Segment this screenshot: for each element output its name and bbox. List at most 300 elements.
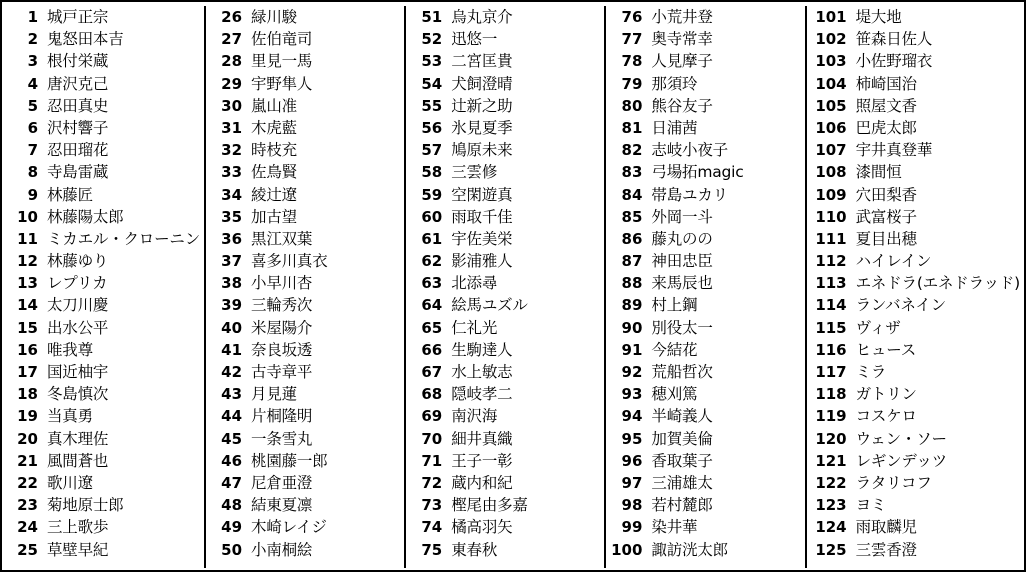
list-item — [208, 6, 400, 28]
entry-number: 6 — [27, 118, 38, 137]
entry-name: 佐鳥賢 — [251, 163, 297, 182]
entry-name: レプリカ — [47, 274, 108, 293]
list-item — [608, 294, 800, 316]
entry-number: 44 — [221, 407, 243, 426]
entry-name: 根付栄蔵 — [47, 52, 109, 71]
entry-number: 89 — [621, 296, 643, 315]
entry-number: 27 — [221, 30, 243, 49]
list-item — [4, 73, 200, 95]
list-item — [809, 272, 1020, 294]
entry-number: 19 — [17, 407, 38, 426]
entry-number: 8 — [27, 163, 38, 182]
entry-name: 古寺章平 — [251, 363, 313, 381]
entry-name: 林藤匠 — [47, 185, 93, 204]
list-item — [408, 383, 600, 405]
entry-name: 寺島雷蔵 — [47, 163, 109, 182]
entry-name: ハイレイン — [855, 252, 932, 271]
entry-number: 20 — [17, 429, 38, 448]
entry-number: 77 — [621, 30, 643, 49]
list-item — [208, 139, 400, 161]
list-item — [809, 472, 1020, 494]
list-item — [408, 95, 600, 117]
list-item — [809, 73, 1020, 95]
entry-number: 121 — [815, 451, 847, 470]
list-item — [608, 139, 800, 161]
entry-number: 75 — [421, 540, 443, 559]
entry-name: 若村麓郎 — [651, 496, 713, 515]
list-item — [208, 339, 400, 361]
entry-name: ミカエル・クローニン — [47, 229, 201, 248]
list-item — [608, 405, 800, 427]
entry-number: 55 — [421, 96, 443, 115]
list-item — [608, 28, 800, 50]
entry-number: 34 — [221, 185, 243, 204]
entry-name: 人見摩子 — [651, 52, 713, 71]
list-item — [809, 184, 1020, 206]
list-item — [408, 539, 600, 561]
list-item — [809, 516, 1020, 538]
entry-name: 風間蒼也 — [47, 451, 109, 470]
list-item — [408, 339, 600, 361]
list-item — [608, 428, 800, 450]
list-item — [408, 250, 600, 272]
entry-number: 40 — [221, 318, 243, 337]
entry-name: 半崎義人 — [651, 407, 713, 426]
list-item — [4, 361, 200, 383]
entry-number: 38 — [221, 274, 243, 293]
list-item — [809, 494, 1020, 516]
entry-number: 81 — [621, 118, 643, 137]
entry-number: 96 — [621, 451, 643, 470]
list-item — [208, 250, 400, 272]
entry-name: 生駒達人 — [451, 340, 513, 359]
entry-number: 15 — [17, 318, 38, 337]
entry-number: 3 — [27, 52, 38, 71]
entry-number: 85 — [621, 207, 643, 226]
entry-number: 60 — [421, 207, 443, 226]
entry-number: 93 — [621, 385, 643, 404]
list-item — [4, 383, 200, 405]
list-item — [809, 405, 1020, 427]
entry-number: 120 — [815, 429, 847, 448]
list-item — [408, 405, 600, 427]
entry-name: 染井華 — [651, 518, 698, 537]
entry-number: 18 — [17, 385, 38, 404]
entry-name: 宇野隼人 — [251, 74, 313, 93]
entry-name: 加賀美倫 — [651, 429, 713, 448]
list-item — [4, 317, 200, 339]
entry-number: 9 — [27, 185, 38, 204]
entry-number: 109 — [815, 185, 847, 204]
entry-number: 101 — [815, 8, 847, 26]
list-item — [4, 272, 200, 294]
entry-number: 86 — [621, 229, 643, 248]
entry-name: 仁礼光 — [451, 318, 498, 337]
entry-number: 36 — [221, 229, 243, 248]
entry-name: 空閑遊真 — [451, 185, 513, 204]
entry-number: 113 — [815, 274, 847, 293]
entry-name: 漆間恒 — [855, 163, 902, 182]
entry-name: 樫尾由多嘉 — [451, 496, 528, 515]
list-item — [4, 184, 200, 206]
entry-number: 53 — [421, 52, 443, 71]
entry-name: 嵐山准 — [251, 96, 297, 115]
list-item — [608, 161, 800, 183]
list-item — [809, 450, 1020, 472]
entry-name: ランバネイン — [855, 296, 947, 315]
entry-number: 51 — [421, 8, 443, 26]
entry-name: 月見蓮 — [251, 385, 297, 404]
entry-name: 片桐隆明 — [251, 407, 313, 426]
entry-number: 11 — [17, 229, 38, 248]
list-item — [4, 228, 200, 250]
entry-name: 奈良坂透 — [251, 340, 313, 359]
list-item — [208, 95, 400, 117]
list-item — [4, 250, 200, 272]
entry-name: 穂刈篤 — [651, 385, 698, 404]
list-item — [208, 361, 400, 383]
list-item — [4, 161, 200, 183]
list-item — [809, 428, 1020, 450]
list-item — [408, 117, 600, 139]
entry-name: 宇井真登華 — [855, 141, 933, 160]
entry-number: 45 — [221, 429, 243, 448]
list-item — [4, 405, 200, 427]
list-item — [408, 139, 600, 161]
list-item — [408, 472, 600, 494]
list-item — [4, 428, 200, 450]
entry-number: 7 — [27, 141, 38, 160]
entry-name: 出水公平 — [47, 318, 109, 337]
entry-name: 林藤陽太郎 — [47, 207, 124, 226]
entry-name: 北添尋 — [451, 274, 498, 293]
entry-name: 堤大地 — [855, 8, 902, 26]
list-item — [809, 161, 1020, 183]
entry-name: 影浦雅人 — [451, 252, 513, 271]
entry-number: 63 — [421, 274, 443, 293]
list-item — [208, 117, 400, 139]
entry-name: 里見一馬 — [251, 52, 313, 71]
entry-name: 雨取千佳 — [451, 207, 513, 226]
entry-number: 106 — [815, 118, 847, 137]
entry-number: 108 — [815, 163, 847, 182]
entry-number: 21 — [17, 451, 38, 470]
entry-name: 小南桐絵 — [251, 540, 313, 559]
entry-name: 奥寺常幸 — [651, 30, 713, 49]
list-item — [208, 472, 400, 494]
entry-name: ヴィザ — [855, 318, 901, 337]
roster-column-2 — [206, 6, 406, 568]
list-item — [608, 95, 800, 117]
list-item — [608, 50, 800, 72]
list-item — [208, 428, 400, 450]
entry-number: 92 — [621, 363, 643, 381]
entry-name: 帯島ユカリ — [651, 185, 728, 204]
entry-name: 城戸正宗 — [47, 8, 109, 26]
entry-number: 76 — [621, 8, 643, 26]
entry-name: 忍田瑠花 — [47, 141, 109, 160]
entry-name: 今結花 — [651, 340, 698, 359]
entry-number: 56 — [421, 118, 443, 137]
entry-number: 41 — [221, 340, 243, 359]
list-item — [809, 117, 1020, 139]
list-item — [408, 294, 600, 316]
list-item — [208, 383, 400, 405]
entry-number: 31 — [221, 118, 243, 137]
entry-number: 79 — [621, 74, 643, 93]
list-item — [608, 472, 800, 494]
entry-number: 13 — [17, 274, 38, 293]
list-item — [408, 228, 600, 250]
list-item — [809, 50, 1020, 72]
entry-name: 来馬辰也 — [651, 274, 713, 293]
list-item — [208, 450, 400, 472]
entry-number: 22 — [17, 473, 38, 492]
list-item — [809, 383, 1020, 405]
list-item — [408, 73, 600, 95]
list-item — [608, 272, 800, 294]
entry-name: ミラ — [855, 363, 887, 381]
entry-number: 58 — [421, 163, 443, 182]
entry-name: 夏目出穂 — [855, 229, 917, 248]
entry-name: ヨミ — [855, 496, 887, 515]
list-item — [208, 50, 400, 72]
list-item — [408, 206, 600, 228]
entry-name: 巴虎太郎 — [855, 118, 917, 137]
entry-number: 28 — [221, 52, 243, 71]
entry-number: 47 — [221, 473, 243, 492]
entry-name: 烏丸京介 — [451, 8, 513, 26]
entry-number: 105 — [815, 96, 847, 115]
entry-name: 神田忠臣 — [651, 252, 713, 271]
entry-number: 119 — [815, 407, 847, 426]
entry-number: 68 — [421, 385, 443, 404]
list-item — [809, 28, 1020, 50]
entry-number: 97 — [621, 473, 643, 492]
entry-number: 48 — [221, 496, 243, 515]
entry-number: 57 — [421, 141, 443, 160]
entry-number: 124 — [815, 518, 847, 537]
list-item — [408, 161, 600, 183]
entry-number: 52 — [421, 30, 443, 49]
list-item — [4, 339, 200, 361]
entry-name: 武富桜子 — [855, 207, 917, 226]
entry-name: 喜多川真衣 — [251, 252, 328, 271]
list-item — [4, 206, 200, 228]
entry-number: 84 — [621, 185, 643, 204]
list-item — [208, 73, 400, 95]
list-item — [608, 339, 800, 361]
list-item — [608, 117, 800, 139]
entry-name: 別役太一 — [651, 318, 713, 337]
list-item — [208, 494, 400, 516]
list-item — [408, 184, 600, 206]
list-item — [4, 28, 200, 50]
entry-name: 当真勇 — [47, 407, 93, 426]
entry-number: 39 — [221, 296, 243, 315]
entry-number: 37 — [221, 252, 243, 271]
entry-number: 110 — [815, 207, 847, 226]
entry-number: 83 — [621, 163, 643, 182]
entry-number: 74 — [421, 518, 443, 537]
entry-number: 64 — [421, 296, 443, 315]
entry-number: 30 — [221, 96, 243, 115]
entry-number: 87 — [621, 252, 643, 271]
list-item — [608, 450, 800, 472]
entry-name: 照屋文香 — [855, 96, 917, 115]
list-item — [608, 383, 800, 405]
roster-column-1 — [2, 6, 206, 568]
entry-name: 小佐野瑠衣 — [855, 52, 933, 71]
entry-number: 17 — [17, 363, 38, 381]
entry-name: 真木理佐 — [47, 429, 109, 448]
entry-name: 桃園藤一郎 — [251, 451, 328, 470]
list-item — [809, 294, 1020, 316]
list-item — [408, 50, 600, 72]
entry-name: 隠岐孝二 — [451, 385, 513, 404]
list-item — [408, 361, 600, 383]
entry-number: 12 — [17, 252, 38, 271]
entry-name: 柿崎国治 — [855, 74, 917, 93]
list-item — [809, 539, 1020, 561]
entry-name: コスケロ — [855, 407, 917, 426]
entry-number: 88 — [621, 274, 643, 293]
entry-name: 冬島慎次 — [47, 385, 109, 404]
entry-name: 香取葉子 — [651, 451, 713, 470]
entry-name: 佐伯竜司 — [251, 30, 313, 49]
entry-name: 加古望 — [251, 207, 297, 226]
entry-name: 志岐小夜子 — [651, 141, 728, 160]
entry-name: 村上鋼 — [651, 296, 698, 315]
entry-name: 南沢海 — [451, 407, 498, 426]
entry-name: 諏訪洸太郎 — [651, 540, 728, 559]
list-item — [408, 6, 600, 28]
entry-name: ガトリン — [855, 385, 917, 404]
entry-number: 49 — [221, 518, 243, 537]
list-item — [608, 184, 800, 206]
list-item — [608, 361, 800, 383]
list-item — [4, 516, 200, 538]
entry-name: 日浦茜 — [651, 118, 698, 137]
entry-number: 35 — [221, 207, 243, 226]
entry-number: 72 — [421, 473, 443, 492]
list-item — [608, 516, 800, 538]
entry-name: 穴田梨香 — [855, 185, 917, 204]
entry-name: 三雲修 — [451, 163, 498, 182]
entry-number: 71 — [421, 451, 443, 470]
list-item — [809, 339, 1020, 361]
list-item — [4, 95, 200, 117]
entry-number: 4 — [27, 74, 38, 93]
entry-name: 結東夏凛 — [251, 496, 313, 515]
entry-name: 宇佐美栄 — [451, 229, 513, 248]
entry-number: 10 — [17, 207, 38, 226]
entry-number: 116 — [815, 340, 847, 359]
list-item — [608, 73, 800, 95]
list-item — [809, 250, 1020, 272]
entry-number: 104 — [815, 74, 847, 93]
entry-name: 尼倉亜澄 — [251, 473, 313, 492]
entry-name: 雨取麟児 — [855, 518, 917, 537]
entry-name: 那須玲 — [651, 74, 698, 93]
roster-column-4 — [606, 6, 806, 568]
list-item — [809, 206, 1020, 228]
entry-number: 62 — [421, 252, 443, 271]
entry-number: 50 — [221, 540, 243, 559]
entry-name: 黒江双葉 — [251, 229, 313, 248]
entry-number: 26 — [221, 8, 243, 26]
entry-name: 蔵内和紀 — [451, 473, 513, 492]
entry-number: 1 — [27, 8, 38, 26]
entry-name: 迅悠一 — [451, 30, 498, 49]
entry-number: 54 — [421, 74, 443, 93]
entry-name: 藤丸のの — [651, 229, 713, 248]
entry-number: 2 — [27, 30, 38, 49]
entry-number: 46 — [221, 451, 243, 470]
entry-name: 一条雪丸 — [251, 429, 313, 448]
list-item — [608, 206, 800, 228]
list-item — [408, 494, 600, 516]
entry-name: 外岡一斗 — [651, 207, 713, 226]
entry-number: 69 — [421, 407, 443, 426]
list-item — [408, 428, 600, 450]
list-item — [4, 139, 200, 161]
entry-name: 唐沢克己 — [47, 74, 109, 93]
entry-name: 沢村響子 — [47, 118, 109, 137]
entry-name: 唯我尊 — [47, 340, 93, 359]
entry-name: 二宮匡貴 — [451, 52, 513, 71]
list-item — [208, 272, 400, 294]
entry-name: 太刀川慶 — [47, 296, 109, 315]
entry-number: 115 — [815, 318, 847, 337]
entry-number: 100 — [611, 540, 643, 559]
entry-name: 木虎藍 — [251, 118, 297, 137]
list-item — [208, 539, 400, 561]
entry-name: ヒュース — [855, 340, 917, 359]
entry-name: 草壁早紀 — [47, 540, 109, 559]
entry-number: 61 — [421, 229, 443, 248]
list-item — [208, 405, 400, 427]
entry-number: 5 — [27, 96, 38, 115]
list-item — [4, 494, 200, 516]
roster-column-3 — [406, 6, 606, 568]
list-item — [608, 6, 800, 28]
entry-number: 117 — [815, 363, 847, 381]
list-item — [4, 294, 200, 316]
entry-number: 112 — [815, 252, 847, 271]
list-item — [608, 539, 800, 561]
entry-name: 三雲香澄 — [855, 540, 917, 559]
list-item — [608, 317, 800, 339]
entry-name: 菊地原士郎 — [47, 496, 124, 515]
entry-name: ウェン・ソー — [855, 429, 947, 448]
entry-name: エネドラ(エネドラッド) — [855, 274, 1021, 293]
entry-number: 107 — [815, 141, 847, 160]
entry-name: レギンデッツ — [855, 451, 947, 470]
list-item — [809, 6, 1020, 28]
entry-number: 98 — [621, 496, 643, 515]
entry-name: 犬飼澄晴 — [451, 74, 513, 93]
entry-name: 三浦雄太 — [651, 473, 713, 492]
list-item — [4, 450, 200, 472]
entry-number: 122 — [815, 473, 847, 492]
entry-number: 29 — [221, 74, 243, 93]
entry-name: 緑川駿 — [251, 8, 297, 26]
entry-number: 14 — [17, 296, 38, 315]
list-item — [208, 294, 400, 316]
entry-number: 111 — [815, 229, 847, 248]
list-item — [809, 95, 1020, 117]
